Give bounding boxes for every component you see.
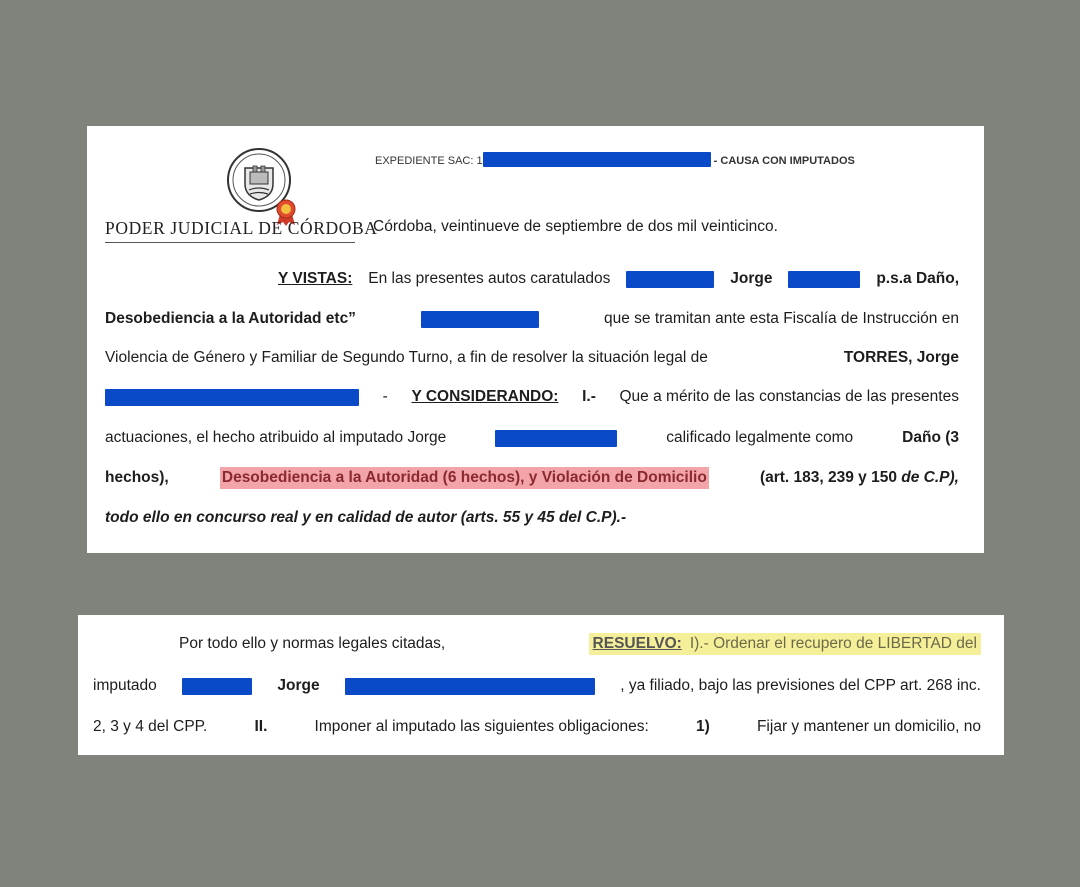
resuelvo-text: I).- Ordenar el recupero de LIBERTAD del — [689, 635, 977, 652]
date-line: Córdoba, veintinueve de septiembre de dos mil veinticinco. — [373, 218, 778, 235]
considerando-text: Que a mérito de las constancias de las presentes — [619, 388, 959, 405]
jorge-name: Jorge — [730, 270, 773, 287]
psa-text: p.s.a Daño, — [876, 270, 959, 287]
intro-text: Por todo ello y normas legales citadas, — [179, 635, 446, 652]
resuelvo-highlight — [589, 633, 981, 655]
filiado-text: , ya filiado, bajo las previsiones del CPP art. 268 inc. — [620, 677, 981, 694]
line3-a: 2, 3 y 4 del CPP. — [93, 718, 208, 735]
vistas-line — [278, 268, 959, 290]
jorge-name-2: Jorge — [277, 677, 320, 694]
court-logo — [105, 146, 378, 250]
actuaciones-line — [105, 427, 959, 449]
danio-text: Daño (3 — [902, 429, 959, 446]
de-cp-text: de C.P), — [901, 469, 959, 486]
imputado-text: imputado — [93, 677, 157, 694]
imputado-line — [93, 675, 981, 697]
redaction-box — [182, 678, 252, 695]
redaction-box — [495, 430, 617, 447]
redaction-box — [483, 152, 711, 167]
resuelvo-label: RESUELVO: — [592, 635, 682, 652]
numeral-i: I.- — [582, 388, 596, 405]
considerando-line — [105, 386, 959, 408]
redaction-box — [105, 389, 359, 406]
concurso-line — [105, 507, 626, 529]
considerando-label: Y CONSIDERANDO: — [411, 388, 559, 405]
resuelvo-line — [179, 633, 981, 655]
tramitan-text: que se tramitan ante esta Fiscalía de Instrucción en — [604, 310, 959, 327]
line3-c: Fijar y mantener un domicilio, no — [756, 718, 981, 735]
desobediencia-text: Desobediencia a la Autoridad etc” — [105, 310, 356, 327]
redaction-box — [788, 271, 860, 288]
vistas-text: En las presentes autos caratulados — [368, 270, 611, 287]
calificado-text: calificado legalmente como — [666, 429, 854, 446]
line3-b: Imponer al imputado las siguientes obligaciones: — [314, 718, 649, 735]
numeral-ii: II. — [254, 718, 268, 735]
violencia-line — [105, 347, 959, 369]
numeral-1: 1) — [696, 718, 710, 735]
arts-text: (art. 183, 239 y 150 — [759, 469, 897, 486]
desobediencia-line — [105, 308, 959, 330]
highlighted-charges: Desobediencia a la Autoridad (6 hechos), y Violación de Domicilio — [220, 467, 709, 489]
expediente-prefix: 1 — [476, 155, 483, 167]
obligaciones-line — [93, 716, 981, 738]
expediente-line — [375, 150, 855, 172]
violencia-text: Violencia de Género y Familiar de Segundo Turno, a fin de resolver la situación legal de — [105, 349, 708, 366]
document-page-2 — [78, 615, 1004, 755]
torres-name: TORRES, Jorge — [843, 349, 959, 366]
concurso-text: todo ello en concurso real y en calidad de autor (arts. 55 y 45 del C.P).- — [105, 509, 627, 526]
court-name: PODER JUDICIAL DE CÓRDOBA — [105, 218, 378, 238]
dash: - — [382, 388, 388, 405]
redaction-box — [421, 311, 539, 328]
hechos-text: hechos), — [105, 469, 169, 486]
redaction-box — [345, 678, 595, 695]
logo-divider — [105, 242, 355, 243]
case-type: - CAUSA CON IMPUTADOS — [713, 155, 855, 167]
redaction-box — [626, 271, 714, 288]
actuaciones-text: actuaciones, el hecho atribuido al imputado Jorge — [105, 429, 447, 446]
hechos-line — [105, 467, 959, 489]
vistas-label: Y VISTAS: — [278, 270, 353, 287]
document-page-1 — [87, 126, 984, 553]
expediente-label: EXPEDIENTE SAC: — [375, 155, 474, 167]
